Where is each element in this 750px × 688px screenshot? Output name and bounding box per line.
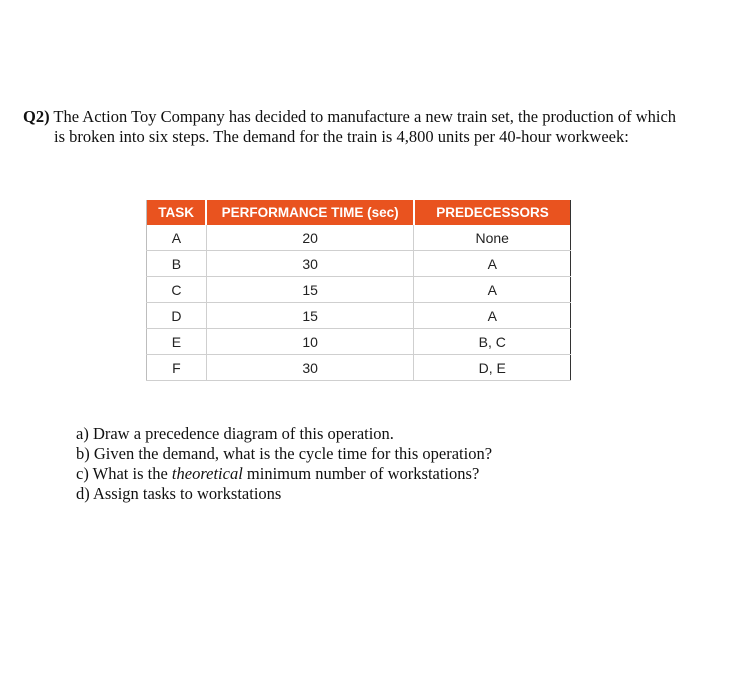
part-b: b) Given the demand, what is the cycle time for this operation?	[76, 444, 493, 463]
time-cell: 30	[206, 355, 414, 381]
question-line-1-text: The Action Toy Company has decided to manufacture a new train set, the production of which	[49, 107, 677, 126]
table-header-row	[147, 200, 571, 225]
time-cell: 15	[206, 277, 414, 303]
time-cell: 30	[206, 251, 414, 277]
time-cell: 10	[206, 329, 414, 355]
header-performance-time: PERFORMANCE TIME (sec)	[206, 200, 414, 225]
predecessor-cell: A	[414, 303, 571, 329]
question-text	[23, 107, 723, 147]
time-cell: 15	[206, 303, 414, 329]
predecessor-cell: None	[414, 225, 571, 251]
table-row	[147, 303, 571, 329]
predecessor-cell: D, E	[414, 355, 571, 381]
task-cell: F	[147, 355, 207, 381]
task-cell: B	[147, 251, 207, 277]
table-row	[147, 329, 571, 355]
table-row	[147, 355, 571, 381]
header-task: TASK	[147, 200, 207, 225]
part-a: a) Draw a precedence diagram of this operation.	[76, 424, 394, 443]
task-cell: C	[147, 277, 207, 303]
task-cell: A	[147, 225, 207, 251]
table-row	[147, 277, 571, 303]
header-predecessors: PREDECESSORS	[414, 200, 571, 225]
predecessor-cell: A	[414, 251, 571, 277]
part-d: d) Assign tasks to workstations	[76, 484, 282, 503]
table-row	[147, 225, 571, 251]
question-line-1	[23, 107, 723, 127]
question-number: Q2)	[23, 107, 50, 126]
part-c	[76, 464, 492, 484]
task-cell: D	[147, 303, 207, 329]
question-parts	[76, 424, 492, 504]
part-c-emphasis: theoretical	[171, 464, 243, 483]
part-c-prefix: c) What is the	[76, 464, 172, 483]
task-table	[146, 200, 571, 381]
predecessor-cell: A	[414, 277, 571, 303]
task-cell: E	[147, 329, 207, 355]
table-row	[147, 251, 571, 277]
predecessor-cell: B, C	[414, 329, 571, 355]
question-line-2: is broken into six steps. The demand for the train is 4,800 units per 40-hour workweek:	[54, 127, 629, 146]
time-cell: 20	[206, 225, 414, 251]
part-c-suffix: minimum number of workstations?	[242, 464, 480, 483]
